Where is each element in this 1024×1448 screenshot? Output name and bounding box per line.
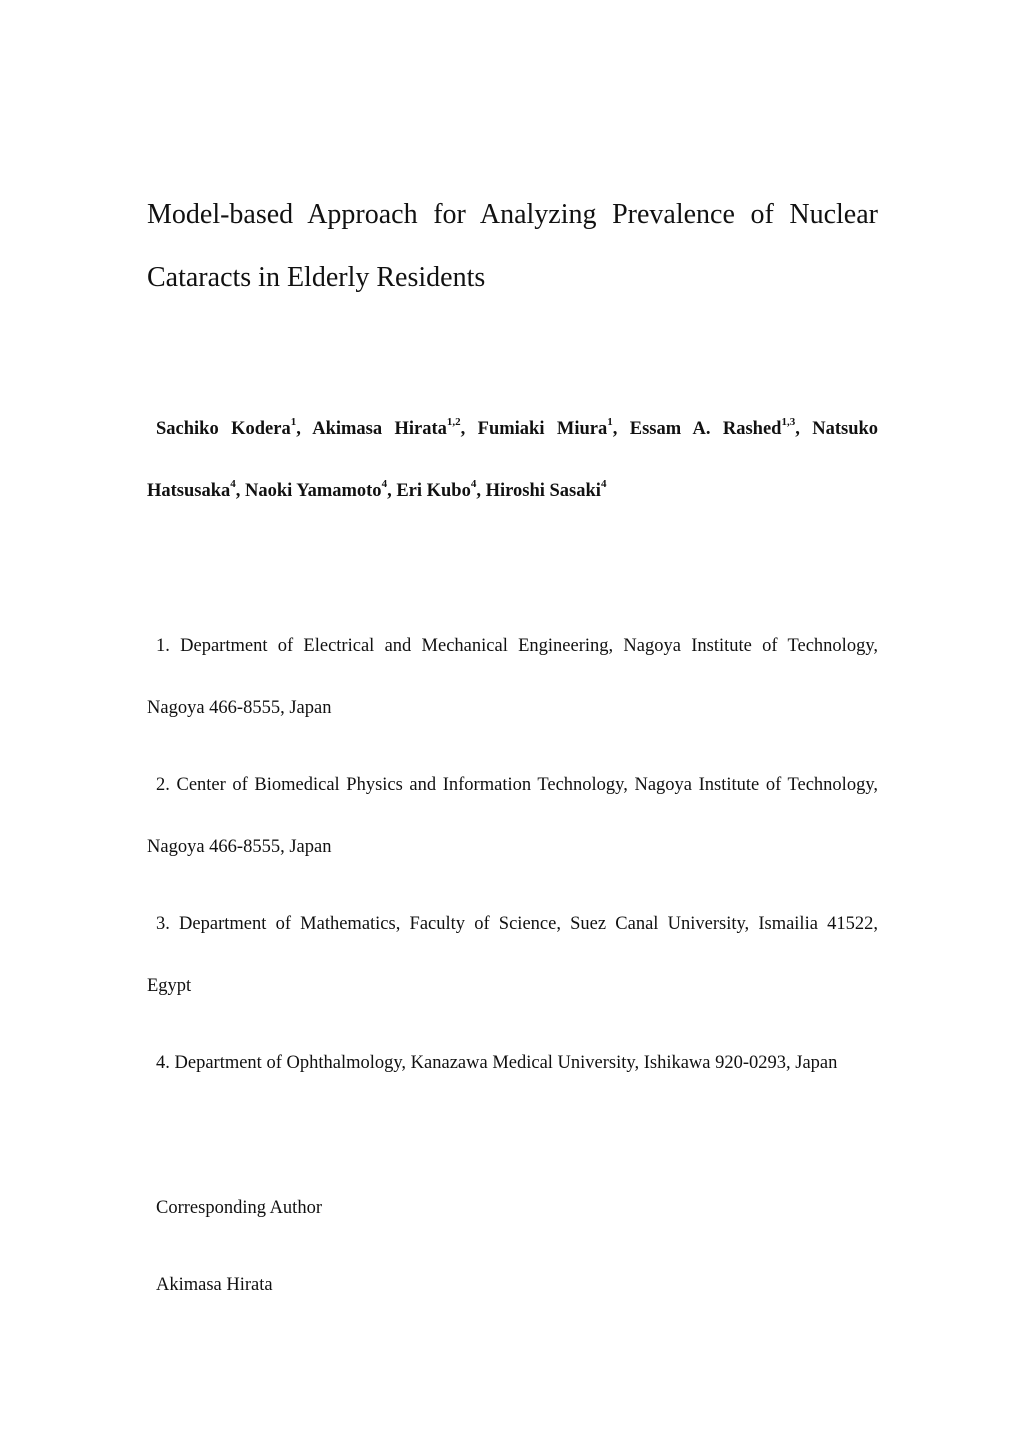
affiliation-1	[147, 615, 878, 739]
author-name: Hiroshi Sasaki	[485, 481, 601, 501]
author-line-1: Sachiko Kodera$^1$, Akimasa Hirata$^{1,2}$, Fumiaki Miura$^1$, Essam A. Rashed$^{1,3}$, Natsuko	[156, 415, 879, 439]
corresponding-author	[147, 1187, 887, 1306]
affiliation-line: Nagoya 466-8555, Japan	[147, 837, 332, 857]
author-affil-marker: 4	[381, 477, 388, 490]
corresponding-author-label: Corresponding Author	[156, 1198, 322, 1218]
affiliation-line: 1. Department of Electrical and Mechanical Engineering, Nagoya Institute of Technology,	[156, 636, 878, 656]
affiliation-3	[147, 893, 878, 1017]
author-name: Natsuko	[812, 419, 879, 439]
title-line-2: Cataracts in Elderly Residents	[147, 262, 486, 293]
affiliation-line: 3. Department of Mathematics, Faculty of Science, Suez Canal University, Ismailia 41522,	[156, 914, 878, 934]
author-name: Essam A. Rashed	[629, 419, 782, 439]
author-affil-marker: 1,3	[781, 415, 796, 428]
author-name: Akimasa Hirata	[312, 419, 447, 439]
author-line-2: Hatsusaka$^4$, Naoki Yamamoto$^4$, Eri Kubo$^4$, Hiroshi Sasaki$^4$	[147, 477, 607, 501]
author-affil-marker: 1	[290, 415, 297, 428]
author-affil-marker: 1	[607, 415, 613, 428]
affiliation-line: Egypt	[147, 976, 192, 996]
author-name: Sachiko Kodera	[156, 419, 291, 439]
author-affil-marker: 4	[230, 477, 236, 490]
author-name: Eri Kubo	[396, 481, 471, 501]
affiliation-line: Nagoya 466-8555, Japan	[147, 698, 332, 718]
author-affil-marker: 1,2	[446, 415, 461, 428]
author-affil-marker: 4	[470, 477, 477, 490]
affiliation-4	[147, 1032, 878, 1094]
affiliation-line: 2. Center of Biomedical Physics and Information Technology, Nagoya Institute of Technology,	[156, 775, 878, 795]
author-affil-marker: 4	[600, 477, 607, 490]
author-list	[147, 398, 878, 522]
author-name: Hatsusaka	[147, 481, 231, 501]
affiliation-2	[147, 754, 878, 878]
author-name: Fumiaki Miura	[477, 419, 608, 439]
affiliation-line: 4. Department of Ophthalmology, Kanazawa Medical University, Ishikawa 920-0293, Japan	[156, 1053, 838, 1073]
corresponding-author-name: Akimasa Hirata	[156, 1275, 273, 1295]
title-line-1: Model-based Approach for Analyzing Prevalence of Nuclear	[147, 199, 878, 230]
paper-title	[147, 183, 878, 309]
author-name: Naoki Yamamoto	[245, 481, 382, 501]
